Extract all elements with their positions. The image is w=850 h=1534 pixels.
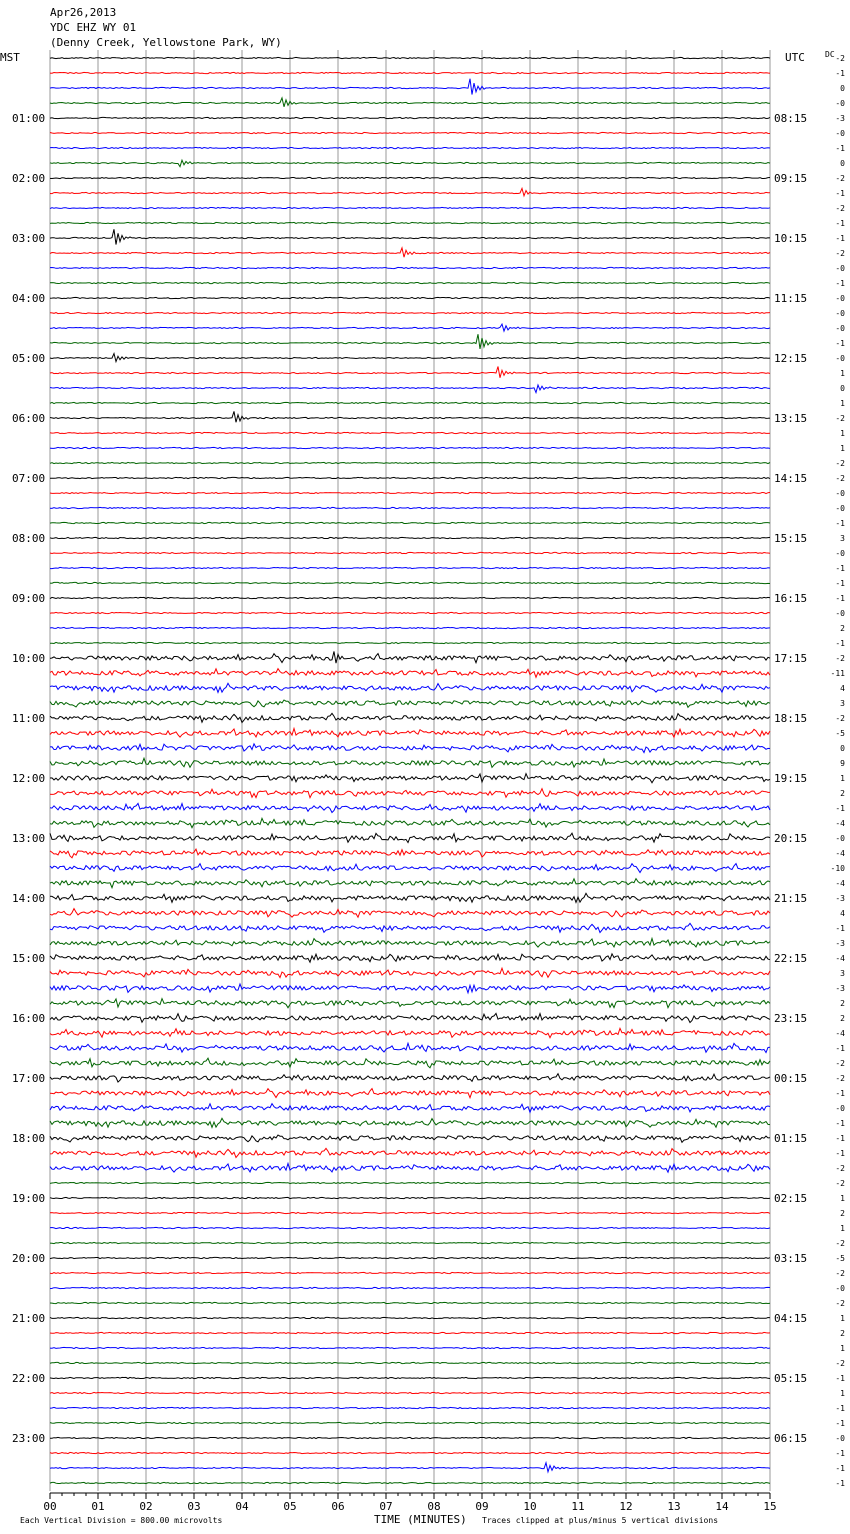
right-hour-label: 00:15 <box>774 1072 808 1085</box>
trace-row-5 <box>50 132 770 133</box>
trace-row-40 <box>50 651 770 663</box>
right-hour-label: 23:15 <box>774 1012 808 1025</box>
x-tick-label: 11 <box>571 1500 585 1513</box>
left-hour-label: 19:00 <box>12 1192 46 1205</box>
trace-row-46 <box>50 744 770 753</box>
trace-row-1 <box>50 72 770 73</box>
dc-offset-label: -1 <box>835 1404 845 1413</box>
right-hour-label: 08:15 <box>774 112 808 125</box>
trace-row-34 <box>50 567 770 568</box>
left-hour-label: 21:00 <box>12 1312 46 1325</box>
left-hour-label: 20:00 <box>12 1252 46 1265</box>
dc-offset-label: -3 <box>835 984 845 993</box>
right-hour-label: 22:15 <box>774 952 808 965</box>
trace-row-69 <box>50 1089 770 1098</box>
x-tick-label: 00 <box>43 1500 57 1513</box>
dc-offset-label: 3 <box>840 534 845 543</box>
trace-row-48 <box>50 774 770 783</box>
trace-row-2 <box>50 79 770 95</box>
trace-row-73 <box>50 1148 770 1157</box>
trace-row-51 <box>50 818 770 827</box>
left-hour-label: 01:00 <box>12 112 46 125</box>
trace-row-6 <box>50 147 770 148</box>
dc-offset-label: -3 <box>835 939 845 948</box>
dc-offset-label: -0 <box>835 354 845 363</box>
left-hour-label: 13:00 <box>12 832 46 845</box>
trace-row-62 <box>50 984 770 993</box>
dc-offset-label: -1 <box>835 804 845 813</box>
dc-offset-label: -1 <box>835 924 845 933</box>
left-hour-label: 16:00 <box>12 1012 46 1025</box>
trace-row-64 <box>50 1013 770 1022</box>
trace-row-8 <box>50 177 770 178</box>
left-hour-label: 06:00 <box>12 412 46 425</box>
dc-offset-label: -10 <box>830 864 845 873</box>
trace-row-39 <box>50 642 770 643</box>
right-hour-label: 13:15 <box>774 412 808 425</box>
dc-offset-label: -2 <box>835 1239 845 1248</box>
right-hour-label: 15:15 <box>774 532 808 545</box>
trace-row-43 <box>50 700 770 707</box>
footer-scale-note: Each Vertical Division = 800.00 microvolts <box>20 1516 223 1525</box>
x-tick-label: 12 <box>619 1500 633 1513</box>
trace-row-49 <box>50 789 770 798</box>
right-hour-label: 05:15 <box>774 1372 808 1385</box>
dc-offset-label: 1 <box>840 429 845 438</box>
trace-row-19 <box>50 334 770 349</box>
dc-offset-label: -2 <box>835 54 845 63</box>
trace-row-17 <box>50 312 770 313</box>
trace-row-72 <box>50 1135 770 1142</box>
trace-row-93 <box>50 1452 770 1453</box>
dc-offset-label: -1 <box>835 519 845 528</box>
dc-offset-label: -1 <box>835 219 845 228</box>
trace-row-82 <box>50 1287 770 1288</box>
trace-row-10 <box>50 207 770 208</box>
dc-offset-label: -11 <box>830 669 845 678</box>
dc-offset-label: -2 <box>835 1179 845 1188</box>
dc-offset-label: -4 <box>835 954 845 963</box>
trace-row-81 <box>50 1272 770 1273</box>
dc-offset-label: -1 <box>835 564 845 573</box>
trace-row-44 <box>50 713 770 722</box>
trace-row-22 <box>50 385 770 393</box>
dc-offset-label: 0 <box>840 384 845 393</box>
dc-offset-label: 2 <box>840 999 845 1008</box>
trace-row-50 <box>50 803 770 812</box>
trace-row-45 <box>50 729 770 738</box>
trace-row-24 <box>50 411 770 422</box>
dc-offset-label: -2 <box>835 414 845 423</box>
right-hour-label: 03:15 <box>774 1252 808 1265</box>
dc-offset-label: 1 <box>840 1224 845 1233</box>
trace-row-14 <box>50 267 770 268</box>
right-hour-label: 16:15 <box>774 592 808 605</box>
dc-offset-label: -0 <box>835 609 845 618</box>
dc-offset-label: -2 <box>835 1269 845 1278</box>
dc-offset-label: -4 <box>835 879 845 888</box>
left-timezone-label: MST <box>0 51 20 64</box>
dc-offset-label: -3 <box>835 114 845 123</box>
right-hour-label: 12:15 <box>774 352 808 365</box>
trace-row-74 <box>50 1164 770 1173</box>
dc-offset-label: -1 <box>835 594 845 603</box>
trace-row-60 <box>50 954 770 962</box>
dc-offset-label: 9 <box>840 759 845 768</box>
dc-offset-label: -5 <box>835 729 845 738</box>
dc-offset-label: 1 <box>840 1344 845 1353</box>
left-hour-label: 11:00 <box>12 712 46 725</box>
trace-row-63 <box>50 999 770 1008</box>
trace-row-61 <box>50 968 770 977</box>
trace-row-12 <box>50 229 770 244</box>
dc-offset-label: -1 <box>835 1134 845 1143</box>
trace-row-87 <box>50 1362 770 1363</box>
dc-offset-label: -2 <box>835 1359 845 1368</box>
dc-offset-label: -1 <box>835 1119 845 1128</box>
trace-row-3 <box>50 98 770 107</box>
trace-row-20 <box>50 354 770 362</box>
trace-row-31 <box>50 522 770 523</box>
dc-offset-label: 0 <box>840 159 845 168</box>
left-hour-label: 07:00 <box>12 472 46 485</box>
x-tick-label: 10 <box>523 1500 537 1513</box>
left-hour-label: 14:00 <box>12 892 46 905</box>
dc-offset-label: 2 <box>840 789 845 798</box>
left-hour-label: 18:00 <box>12 1132 46 1145</box>
dc-offset-label: -1 <box>835 1419 845 1428</box>
dc-offset-label: 2 <box>840 1209 845 1218</box>
trace-row-75 <box>50 1182 770 1183</box>
dc-offset-label: -1 <box>835 1089 845 1098</box>
trace-row-86 <box>50 1347 770 1348</box>
x-axis-title: TIME (MINUTES) <box>374 1513 467 1526</box>
trace-row-80 <box>50 1257 770 1258</box>
header-location: (Denny Creek, Yellowstone Park, WY) <box>50 36 282 49</box>
trace-row-52 <box>50 833 770 842</box>
trace-row-47 <box>50 758 770 767</box>
trace-row-71 <box>50 1118 770 1127</box>
trace-row-88 <box>50 1377 770 1378</box>
right-timezone-label: UTC <box>785 51 805 64</box>
trace-row-32 <box>50 537 770 538</box>
dc-offset-label: 1 <box>840 444 845 453</box>
x-tick-label: 02 <box>139 1500 153 1513</box>
left-hour-label: 09:00 <box>12 592 46 605</box>
trace-row-29 <box>50 492 770 493</box>
dc-offset-label: -1 <box>835 1374 845 1383</box>
trace-row-55 <box>50 879 770 888</box>
dc-offset-label: 1 <box>840 1194 845 1203</box>
dc-offset-label: 3 <box>840 969 845 978</box>
dc-offset-label: -1 <box>835 279 845 288</box>
left-hour-labels <box>12 112 45 1445</box>
trace-row-42 <box>50 683 770 692</box>
right-hour-label: 20:15 <box>774 832 808 845</box>
dc-offset-label: -0 <box>835 99 845 108</box>
dc-offset-label: -0 <box>835 834 845 843</box>
trace-row-13 <box>50 248 770 257</box>
x-tick-label: 08 <box>427 1500 441 1513</box>
dc-offset-label: -2 <box>835 474 845 483</box>
dc-offset-label: -1 <box>835 1149 845 1158</box>
left-hour-label: 15:00 <box>12 952 46 965</box>
trace-row-76 <box>50 1197 770 1198</box>
x-tick-label: 15 <box>763 1500 777 1513</box>
left-hour-label: 23:00 <box>12 1432 46 1445</box>
dc-offset-label: 1 <box>840 369 845 378</box>
trace-row-0 <box>50 57 770 58</box>
right-hour-label: 01:15 <box>774 1132 808 1145</box>
x-tick-label: 07 <box>379 1500 393 1513</box>
dc-offset-label: -1 <box>835 579 845 588</box>
trace-row-9 <box>50 188 770 196</box>
header-station: YDC EHZ WY 01 <box>50 21 137 34</box>
left-hour-label: 04:00 <box>12 292 46 305</box>
dc-offset-label: -2 <box>835 654 845 663</box>
trace-row-79 <box>50 1242 770 1243</box>
right-hour-label: 14:15 <box>774 472 808 485</box>
right-hour-label: 06:15 <box>774 1432 808 1445</box>
trace-row-23 <box>50 402 770 403</box>
trace-row-90 <box>50 1407 770 1408</box>
dc-offset-label: -1 <box>835 189 845 198</box>
x-axis <box>43 1493 776 1513</box>
trace-row-83 <box>50 1302 770 1303</box>
x-tick-label: 06 <box>331 1500 345 1513</box>
trace-row-89 <box>50 1392 770 1393</box>
dc-offset-label: 2 <box>840 1014 845 1023</box>
dc-offset-label: -0 <box>835 324 845 333</box>
trace-row-18 <box>50 324 770 331</box>
x-tick-label: 13 <box>667 1500 681 1513</box>
trace-row-54 <box>50 864 770 873</box>
trace-row-53 <box>50 849 770 858</box>
x-tick-label: 14 <box>715 1500 729 1513</box>
trace-row-16 <box>50 297 770 298</box>
left-hour-label: 22:00 <box>12 1372 46 1385</box>
dc-offset-label: 1 <box>840 774 845 783</box>
x-tick-label: 01 <box>91 1500 105 1513</box>
trace-row-15 <box>50 282 770 283</box>
dc-offset-label: -0 <box>835 504 845 513</box>
dc-offset-label: -1 <box>835 69 845 78</box>
trace-row-58 <box>50 923 770 932</box>
dc-offset-label: 1 <box>840 1314 845 1323</box>
right-hour-label: 19:15 <box>774 772 808 785</box>
trace-row-94 <box>50 1463 770 1472</box>
dc-offset-label: -2 <box>835 1299 845 1308</box>
dc-offset-label: -2 <box>835 714 845 723</box>
left-hour-label: 05:00 <box>12 352 46 365</box>
trace-row-26 <box>50 447 770 448</box>
trace-row-7 <box>50 160 770 167</box>
trace-row-4 <box>50 117 770 118</box>
dc-offset-label: 1 <box>840 1389 845 1398</box>
trace-row-56 <box>50 893 770 902</box>
dc-offset-label: -4 <box>835 849 845 858</box>
trace-row-21 <box>50 367 770 378</box>
left-hour-label: 12:00 <box>12 772 46 785</box>
dc-offset-label: -1 <box>835 1464 845 1473</box>
right-hour-label: 10:15 <box>774 232 808 245</box>
x-tick-label: 09 <box>475 1500 489 1513</box>
trace-row-57 <box>50 909 770 918</box>
dc-offset-label: 4 <box>840 909 845 918</box>
right-hour-label: 11:15 <box>774 292 808 305</box>
dc-offset-label: 2 <box>840 624 845 633</box>
dc-offset-label: -0 <box>835 1104 845 1113</box>
dc-offset-label: 3 <box>840 699 845 708</box>
vertical-gridlines <box>50 50 770 1491</box>
dc-offset-label: -2 <box>835 249 845 258</box>
dc-offset-label: -1 <box>835 1449 845 1458</box>
dc-offset-label: -2 <box>835 1059 845 1068</box>
trace-row-84 <box>50 1317 770 1318</box>
right-hour-label: 21:15 <box>774 892 808 905</box>
trace-row-25 <box>50 432 770 433</box>
right-hour-label: 09:15 <box>774 172 808 185</box>
left-hour-label: 17:00 <box>12 1072 46 1085</box>
dc-offset-label: -0 <box>835 549 845 558</box>
right-hour-labels <box>774 112 807 1445</box>
dc-offset-label: 1 <box>840 399 845 408</box>
dc-offset-label: -2 <box>835 1074 845 1083</box>
dc-offset-labels <box>831 54 846 1488</box>
trace-row-37 <box>50 612 770 613</box>
trace-row-91 <box>50 1422 770 1423</box>
trace-row-41 <box>50 669 770 678</box>
dc-offset-label: -1 <box>835 144 845 153</box>
footer-clip-note: Traces clipped at plus/minus 5 vertical divisions <box>482 1516 719 1525</box>
right-hour-label: 17:15 <box>774 652 808 665</box>
dc-offset-label: -2 <box>835 204 845 213</box>
dc-offset-label: -4 <box>835 819 845 828</box>
trace-row-92 <box>50 1437 770 1438</box>
dc-offset-label: -0 <box>835 309 845 318</box>
trace-row-35 <box>50 582 770 583</box>
dc-offset-label: -0 <box>835 264 845 273</box>
right-hour-label: 18:15 <box>774 712 808 725</box>
trace-row-70 <box>50 1104 770 1113</box>
trace-row-33 <box>50 552 770 553</box>
trace-row-78 <box>50 1227 770 1228</box>
dc-offset-label: 0 <box>840 84 845 93</box>
trace-group <box>50 57 770 1483</box>
header-date: Apr26,2013 <box>50 6 117 19</box>
trace-row-67 <box>50 1058 770 1068</box>
dc-offset-label: -1 <box>835 1479 845 1488</box>
trace-row-27 <box>50 462 770 463</box>
dc-offset-label: -1 <box>835 234 845 243</box>
dc-column-header: DC <box>825 50 835 59</box>
dc-offset-label: -5 <box>835 1254 845 1263</box>
dc-offset-label: -0 <box>835 489 845 498</box>
dc-offset-label: -1 <box>835 339 845 348</box>
trace-row-59 <box>50 939 770 948</box>
left-hour-label: 03:00 <box>12 232 46 245</box>
dc-offset-label: -2 <box>835 174 845 183</box>
x-tick-label: 05 <box>283 1500 297 1513</box>
trace-row-11 <box>50 222 770 223</box>
right-hour-label: 04:15 <box>774 1312 808 1325</box>
left-hour-label: 10:00 <box>12 652 46 665</box>
dc-offset-label: -1 <box>835 1044 845 1053</box>
trace-row-95 <box>50 1482 770 1483</box>
trace-row-28 <box>50 477 770 478</box>
dc-offset-label: -1 <box>835 639 845 648</box>
dc-offset-label: -0 <box>835 129 845 138</box>
trace-row-66 <box>50 1043 770 1052</box>
trace-row-30 <box>50 507 770 508</box>
x-tick-label: 04 <box>235 1500 249 1513</box>
left-hour-label: 02:00 <box>12 172 46 185</box>
trace-row-36 <box>50 597 770 598</box>
dc-offset-label: -2 <box>835 459 845 468</box>
dc-offset-label: -0 <box>835 294 845 303</box>
trace-row-85 <box>50 1332 770 1333</box>
dc-offset-label: -3 <box>835 894 845 903</box>
dc-offset-label: -0 <box>835 1284 845 1293</box>
trace-row-68 <box>50 1074 770 1082</box>
dc-offset-label: -2 <box>835 1164 845 1173</box>
right-hour-label: 02:15 <box>774 1192 808 1205</box>
dc-offset-label: -0 <box>835 1434 845 1443</box>
dc-offset-label: 0 <box>840 744 845 753</box>
dc-offset-label: 4 <box>840 684 845 693</box>
x-tick-label: 03 <box>187 1500 201 1513</box>
trace-row-77 <box>50 1212 770 1213</box>
trace-row-38 <box>50 627 770 628</box>
left-hour-label: 08:00 <box>12 532 46 545</box>
dc-offset-label: -4 <box>835 1029 845 1038</box>
dc-offset-label: 2 <box>840 1329 845 1338</box>
trace-row-65 <box>50 1028 770 1037</box>
